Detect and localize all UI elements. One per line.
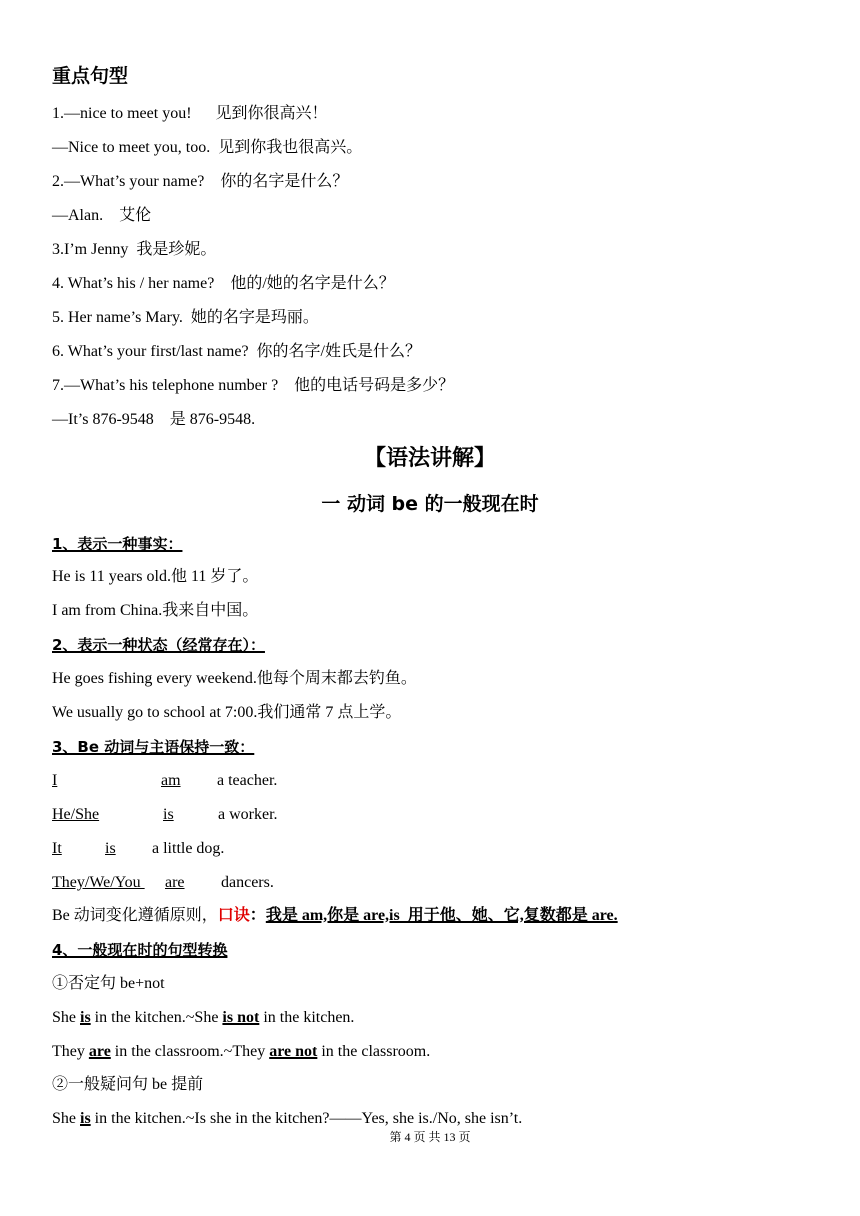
rule-text: 我是 am,你是 are,is 用于他、她、它,复数都是 are.	[265, 907, 618, 924]
be-rest: a little dog.	[152, 840, 225, 857]
rule-colon: ：	[249, 907, 266, 924]
rule-prefix: Be 动词变化遵循原则，	[52, 907, 218, 924]
text: in the kitchen.~She	[90, 1009, 223, 1026]
rule-key: 口诀	[217, 907, 250, 924]
negative-example-2	[52, 1042, 430, 1062]
be-row-2	[52, 805, 452, 825]
state-example-2: We usually go to school at 7:00.我们通常 7 点上学。	[52, 704, 402, 721]
text: in the classroom.~They	[110, 1043, 270, 1060]
be-verb: is	[80, 1110, 91, 1127]
sentence-10: —It’s 876-9548 是 876-9548.	[52, 411, 256, 428]
be-rest: a teacher.	[217, 772, 278, 789]
sentence-4: —Alan. 艾伦	[52, 207, 152, 224]
be-row-4	[52, 873, 452, 893]
section-heading: 重点句型	[52, 65, 129, 87]
text: They	[52, 1043, 89, 1060]
be-subject: They/We/You	[52, 874, 145, 891]
grammar-title: 【语法讲解】	[363, 446, 496, 471]
be-row-3	[52, 839, 452, 859]
subsection-2-heading: 2、表示一种状态（经常存在）：	[52, 636, 265, 654]
be-verb: am	[161, 772, 181, 789]
text: She	[52, 1110, 80, 1127]
sentence-9: 7.—What’s his telephone number ? 他的电话号码是多少？	[52, 377, 455, 394]
be-verb: is	[80, 1009, 91, 1026]
sentence-3: 2.—What’s your name? 你的名字是什么？	[52, 173, 349, 190]
be-subject: He/She	[52, 806, 100, 823]
sentence-1: 1.—nice to meet you! 见到你很高兴！	[52, 105, 328, 122]
be-not: are not	[269, 1043, 318, 1060]
be-row-1	[52, 771, 452, 791]
be-verb: are	[165, 874, 185, 891]
be-subject: It	[52, 840, 62, 857]
be-verb: is	[163, 806, 174, 823]
sentence-5: 3.I’m Jenny 我是珍妮。	[52, 241, 217, 258]
negative-example-1	[52, 1008, 354, 1028]
be-verb: is	[105, 840, 116, 857]
subsection-3-heading: 3、Be 动词与主语保持一致：	[52, 738, 255, 756]
be-verb: are	[88, 1043, 111, 1060]
sentence-2: —Nice to meet you, too. 见到你我也很高兴。	[52, 139, 363, 156]
be-rule-line	[52, 906, 618, 926]
text: in the kitchen.~Is she in the kitchen?——Yes, she is./No, she isn’t.	[90, 1110, 523, 1127]
state-example-1: He goes fishing every weekend.他每个周末都去钓鱼。	[52, 670, 417, 687]
page-footer: 第 4 页 共 13 页	[389, 1130, 471, 1144]
text: in the kitchen.	[259, 1009, 355, 1026]
question-example-1	[52, 1109, 522, 1129]
subsection-4-heading: 4、一般现在时的句型转换	[52, 941, 228, 959]
sentence-8: 6. What’s your first/last name? 你的名字/姓氏是什么？	[52, 343, 421, 360]
subsection-1-heading: 1、表示一种事实：	[52, 535, 183, 553]
question-label: ②一般疑问句 be 提前	[52, 1076, 204, 1093]
negative-label: ①否定句 be+not	[52, 975, 165, 992]
be-subject: I	[52, 772, 58, 789]
be-rest: dancers.	[221, 874, 274, 891]
be-not: is not	[222, 1009, 260, 1026]
fact-example-1: He is 11 years old.他 11 岁了。	[52, 568, 259, 585]
sentence-7: 5. Her name’s Mary. 她的名字是玛丽。	[52, 309, 319, 326]
text: in the classroom.	[317, 1043, 431, 1060]
text: She	[52, 1009, 80, 1026]
grammar-subtitle: 一 动词 be 的一般现在时	[321, 493, 539, 515]
be-rest: a worker.	[218, 806, 278, 823]
sentence-6: 4. What’s his / her name? 他的/她的名字是什么？	[52, 275, 395, 292]
fact-example-2: I am from China.我来自中国。	[52, 602, 259, 619]
